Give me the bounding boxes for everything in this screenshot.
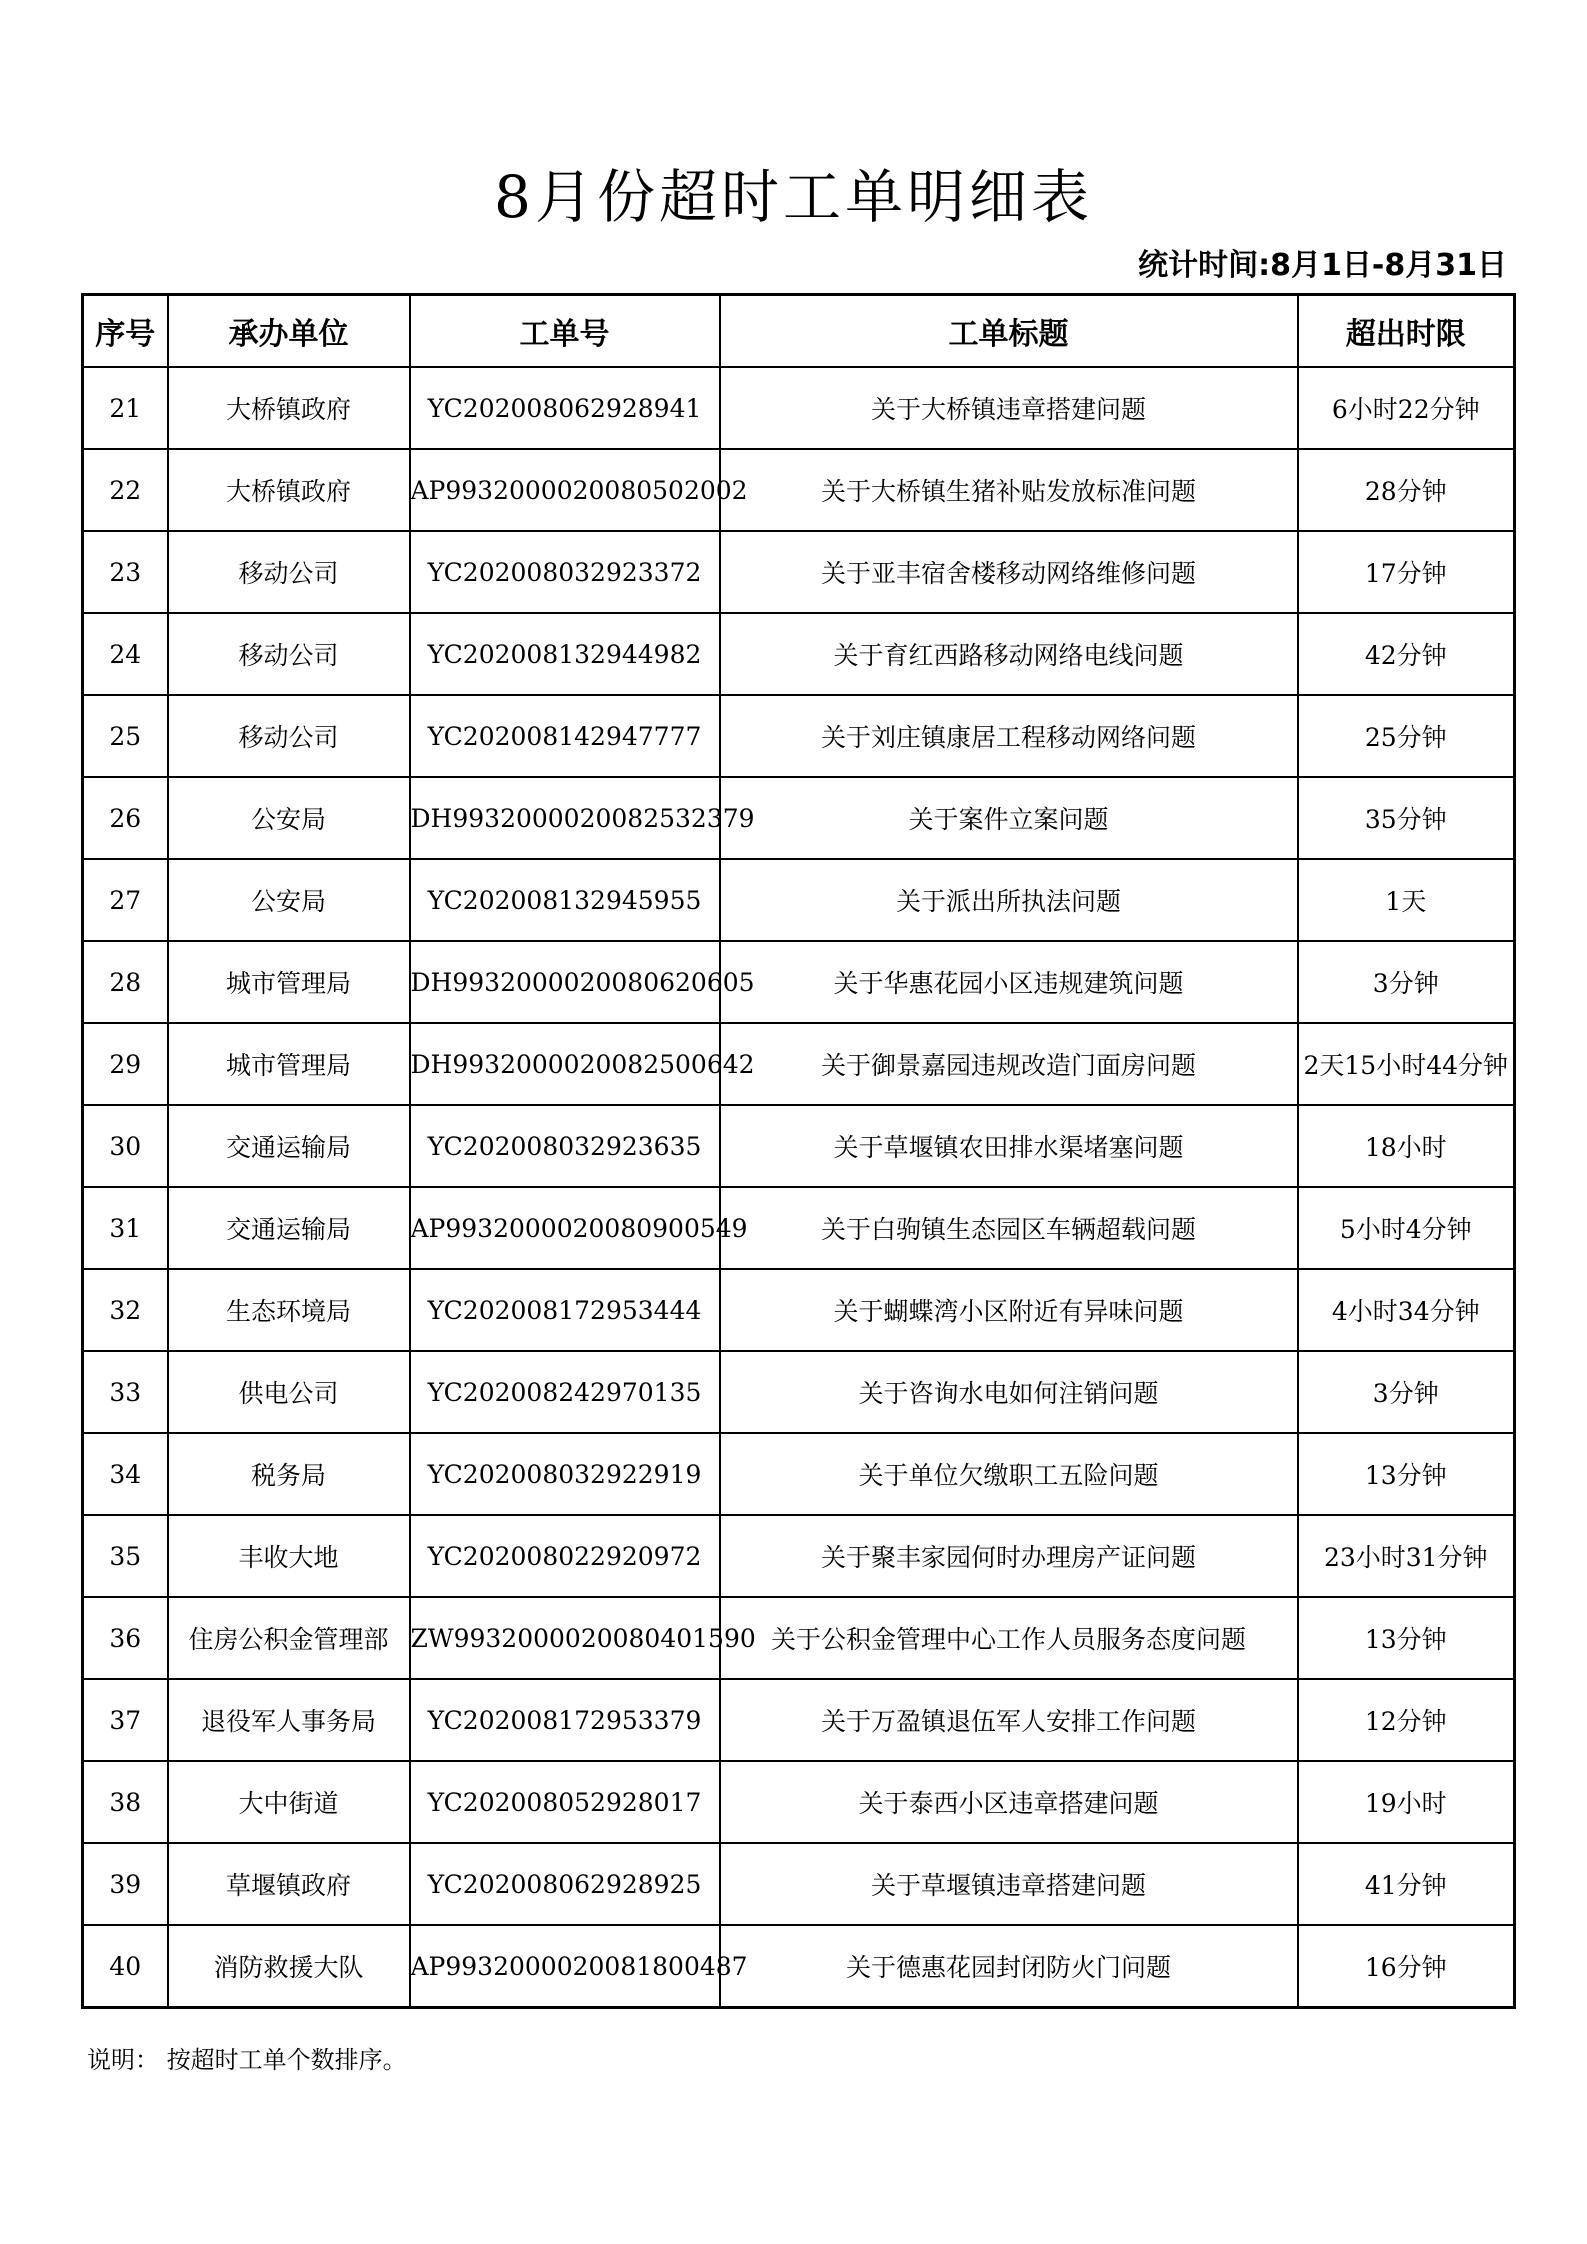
cell-ticket-title: 关于育红西路移动网络电线问题 xyxy=(720,613,1298,695)
cell-overtime: 19小时 xyxy=(1298,1761,1515,1843)
cell-ticket-number: YC202008242970135 xyxy=(410,1351,720,1433)
table-row xyxy=(83,1679,1515,1761)
cell-overtime: 1天 xyxy=(1298,859,1515,941)
cell-ticket-number: ZW9932000020080401590 xyxy=(410,1597,720,1679)
cell-ticket-number: AP9932000020080900549 xyxy=(410,1187,720,1269)
cell-overtime: 42分钟 xyxy=(1298,613,1515,695)
table-row xyxy=(83,859,1515,941)
cell-overtime: 41分钟 xyxy=(1298,1843,1515,1925)
cell-overtime: 4小时34分钟 xyxy=(1298,1269,1515,1351)
cell-ticket-title: 关于派出所执法问题 xyxy=(720,859,1298,941)
table-row xyxy=(83,1105,1515,1187)
cell-ticket-title: 关于御景嘉园违规改造门面房问题 xyxy=(720,1023,1298,1105)
cell-unit: 移动公司 xyxy=(168,695,410,777)
cell-overtime: 2天15小时44分钟 xyxy=(1298,1023,1515,1105)
cell-ticket-number: YC202008062928925 xyxy=(410,1843,720,1925)
table-row xyxy=(83,1269,1515,1351)
cell-ticket-number: AP9932000020081800487 xyxy=(410,1925,720,2008)
cell-ticket-number: DH9932000020080620605 xyxy=(410,941,720,1023)
table-row xyxy=(83,1351,1515,1433)
cell-ticket-title: 关于聚丰家园何时办理房产证问题 xyxy=(720,1515,1298,1597)
cell-overtime: 6小时22分钟 xyxy=(1298,367,1515,449)
cell-ticket-title: 关于德惠花园封闭防火门问题 xyxy=(720,1925,1298,2008)
cell-index: 35 xyxy=(83,1515,168,1597)
cell-ticket-title: 关于单位欠缴职工五险问题 xyxy=(720,1433,1298,1515)
cell-ticket-title: 关于草堰镇违章搭建问题 xyxy=(720,1843,1298,1925)
cell-ticket-number: YC202008142947777 xyxy=(410,695,720,777)
cell-overtime: 13分钟 xyxy=(1298,1433,1515,1515)
cell-unit: 移动公司 xyxy=(168,531,410,613)
cell-ticket-number: YC202008062928941 xyxy=(410,367,720,449)
cell-ticket-number: DH9932000020082500642 xyxy=(410,1023,720,1105)
cell-unit: 大中街道 xyxy=(168,1761,410,1843)
page-title: 8月份超时工单明细表 xyxy=(494,163,1093,231)
header-overtime: 超出时限 xyxy=(1298,295,1515,368)
cell-unit: 大桥镇政府 xyxy=(168,367,410,449)
cell-unit: 消防救援大队 xyxy=(168,1925,410,2008)
footnote: 说明： 按超时工单个数排序。 xyxy=(87,2046,407,2074)
cell-ticket-title: 关于大桥镇违章搭建问题 xyxy=(720,367,1298,449)
cell-index: 36 xyxy=(83,1597,168,1679)
cell-ticket-title: 关于大桥镇生猪补贴发放标准问题 xyxy=(720,449,1298,531)
table-row xyxy=(83,367,1515,449)
cell-index: 38 xyxy=(83,1761,168,1843)
table-row xyxy=(83,777,1515,859)
table-row xyxy=(83,1515,1515,1597)
header-ticket-title: 工单标题 xyxy=(720,295,1298,368)
cell-index: 21 xyxy=(83,367,168,449)
cell-overtime: 13分钟 xyxy=(1298,1597,1515,1679)
cell-index: 34 xyxy=(83,1433,168,1515)
table-row xyxy=(83,1925,1515,2008)
table-row xyxy=(83,695,1515,777)
cell-ticket-title: 关于刘庄镇康居工程移动网络问题 xyxy=(720,695,1298,777)
statistics-period: 统计时间:8月1日-8月31日 xyxy=(1138,248,1507,283)
cell-unit: 公安局 xyxy=(168,777,410,859)
cell-ticket-title: 关于咨询水电如何注销问题 xyxy=(720,1351,1298,1433)
cell-index: 22 xyxy=(83,449,168,531)
table-row xyxy=(83,1433,1515,1515)
cell-unit: 丰收大地 xyxy=(168,1515,410,1597)
cell-ticket-title: 关于白驹镇生态园区车辆超载问题 xyxy=(720,1187,1298,1269)
cell-ticket-number: AP9932000020080502002 xyxy=(410,449,720,531)
cell-unit: 交通运输局 xyxy=(168,1187,410,1269)
cell-overtime: 23小时31分钟 xyxy=(1298,1515,1515,1597)
cell-ticket-number: YC202008032922919 xyxy=(410,1433,720,1515)
cell-unit: 城市管理局 xyxy=(168,941,410,1023)
cell-ticket-number: DH9932000020082532379 xyxy=(410,777,720,859)
table-row xyxy=(83,941,1515,1023)
cell-ticket-title: 关于亚丰宿舍楼移动网络维修问题 xyxy=(720,531,1298,613)
cell-overtime: 16分钟 xyxy=(1298,1925,1515,2008)
cell-index: 28 xyxy=(83,941,168,1023)
cell-index: 37 xyxy=(83,1679,168,1761)
cell-unit: 城市管理局 xyxy=(168,1023,410,1105)
cell-overtime: 18小时 xyxy=(1298,1105,1515,1187)
cell-index: 33 xyxy=(83,1351,168,1433)
cell-overtime: 17分钟 xyxy=(1298,531,1515,613)
cell-index: 40 xyxy=(83,1925,168,2008)
cell-ticket-number: YC202008032923372 xyxy=(410,531,720,613)
cell-ticket-title: 关于草堰镇农田排水渠堵塞问题 xyxy=(720,1105,1298,1187)
overtime-ticket-table xyxy=(81,293,1516,2009)
cell-overtime: 12分钟 xyxy=(1298,1679,1515,1761)
cell-overtime: 3分钟 xyxy=(1298,941,1515,1023)
cell-index: 27 xyxy=(83,859,168,941)
cell-ticket-title: 关于万盈镇退伍军人安排工作问题 xyxy=(720,1679,1298,1761)
cell-overtime: 28分钟 xyxy=(1298,449,1515,531)
table-header-row xyxy=(83,295,1515,368)
cell-ticket-title: 关于案件立案问题 xyxy=(720,777,1298,859)
table-row xyxy=(83,449,1515,531)
cell-ticket-number: YC202008172953444 xyxy=(410,1269,720,1351)
cell-unit: 移动公司 xyxy=(168,613,410,695)
cell-overtime: 25分钟 xyxy=(1298,695,1515,777)
cell-index: 26 xyxy=(83,777,168,859)
cell-index: 32 xyxy=(83,1269,168,1351)
table-row xyxy=(83,1187,1515,1269)
cell-index: 30 xyxy=(83,1105,168,1187)
table-body xyxy=(83,367,1515,2008)
cell-unit: 交通运输局 xyxy=(168,1105,410,1187)
cell-ticket-title: 关于泰西小区违章搭建问题 xyxy=(720,1761,1298,1843)
cell-unit: 住房公积金管理部 xyxy=(168,1597,410,1679)
cell-ticket-title: 关于华惠花园小区违规建筑问题 xyxy=(720,941,1298,1023)
table-row xyxy=(83,1843,1515,1925)
table-row xyxy=(83,531,1515,613)
cell-index: 29 xyxy=(83,1023,168,1105)
cell-unit: 生态环境局 xyxy=(168,1269,410,1351)
cell-ticket-number: YC202008132945955 xyxy=(410,859,720,941)
header-unit: 承办单位 xyxy=(168,295,410,368)
table-row xyxy=(83,1023,1515,1105)
cell-ticket-number: YC202008172953379 xyxy=(410,1679,720,1761)
table-row xyxy=(83,613,1515,695)
cell-ticket-number: YC202008022920972 xyxy=(410,1515,720,1597)
cell-unit: 大桥镇政府 xyxy=(168,449,410,531)
header-index: 序号 xyxy=(83,295,168,368)
cell-index: 23 xyxy=(83,531,168,613)
cell-overtime: 35分钟 xyxy=(1298,777,1515,859)
cell-ticket-title: 关于公积金管理中心工作人员服务态度问题 xyxy=(720,1597,1298,1679)
cell-index: 25 xyxy=(83,695,168,777)
table-row xyxy=(83,1761,1515,1843)
table-row xyxy=(83,1597,1515,1679)
cell-ticket-title: 关于蝴蝶湾小区附近有异味问题 xyxy=(720,1269,1298,1351)
cell-ticket-number: YC202008052928017 xyxy=(410,1761,720,1843)
header-ticket-number: 工单号 xyxy=(410,295,720,368)
cell-index: 31 xyxy=(83,1187,168,1269)
cell-index: 24 xyxy=(83,613,168,695)
cell-unit: 退役军人事务局 xyxy=(168,1679,410,1761)
cell-ticket-number: YC202008132944982 xyxy=(410,613,720,695)
cell-index: 39 xyxy=(83,1843,168,1925)
cell-unit: 草堰镇政府 xyxy=(168,1843,410,1925)
cell-unit: 税务局 xyxy=(168,1433,410,1515)
cell-unit: 供电公司 xyxy=(168,1351,410,1433)
cell-ticket-number: YC202008032923635 xyxy=(410,1105,720,1187)
cell-overtime: 3分钟 xyxy=(1298,1351,1515,1433)
cell-overtime: 5小时4分钟 xyxy=(1298,1187,1515,1269)
cell-unit: 公安局 xyxy=(168,859,410,941)
